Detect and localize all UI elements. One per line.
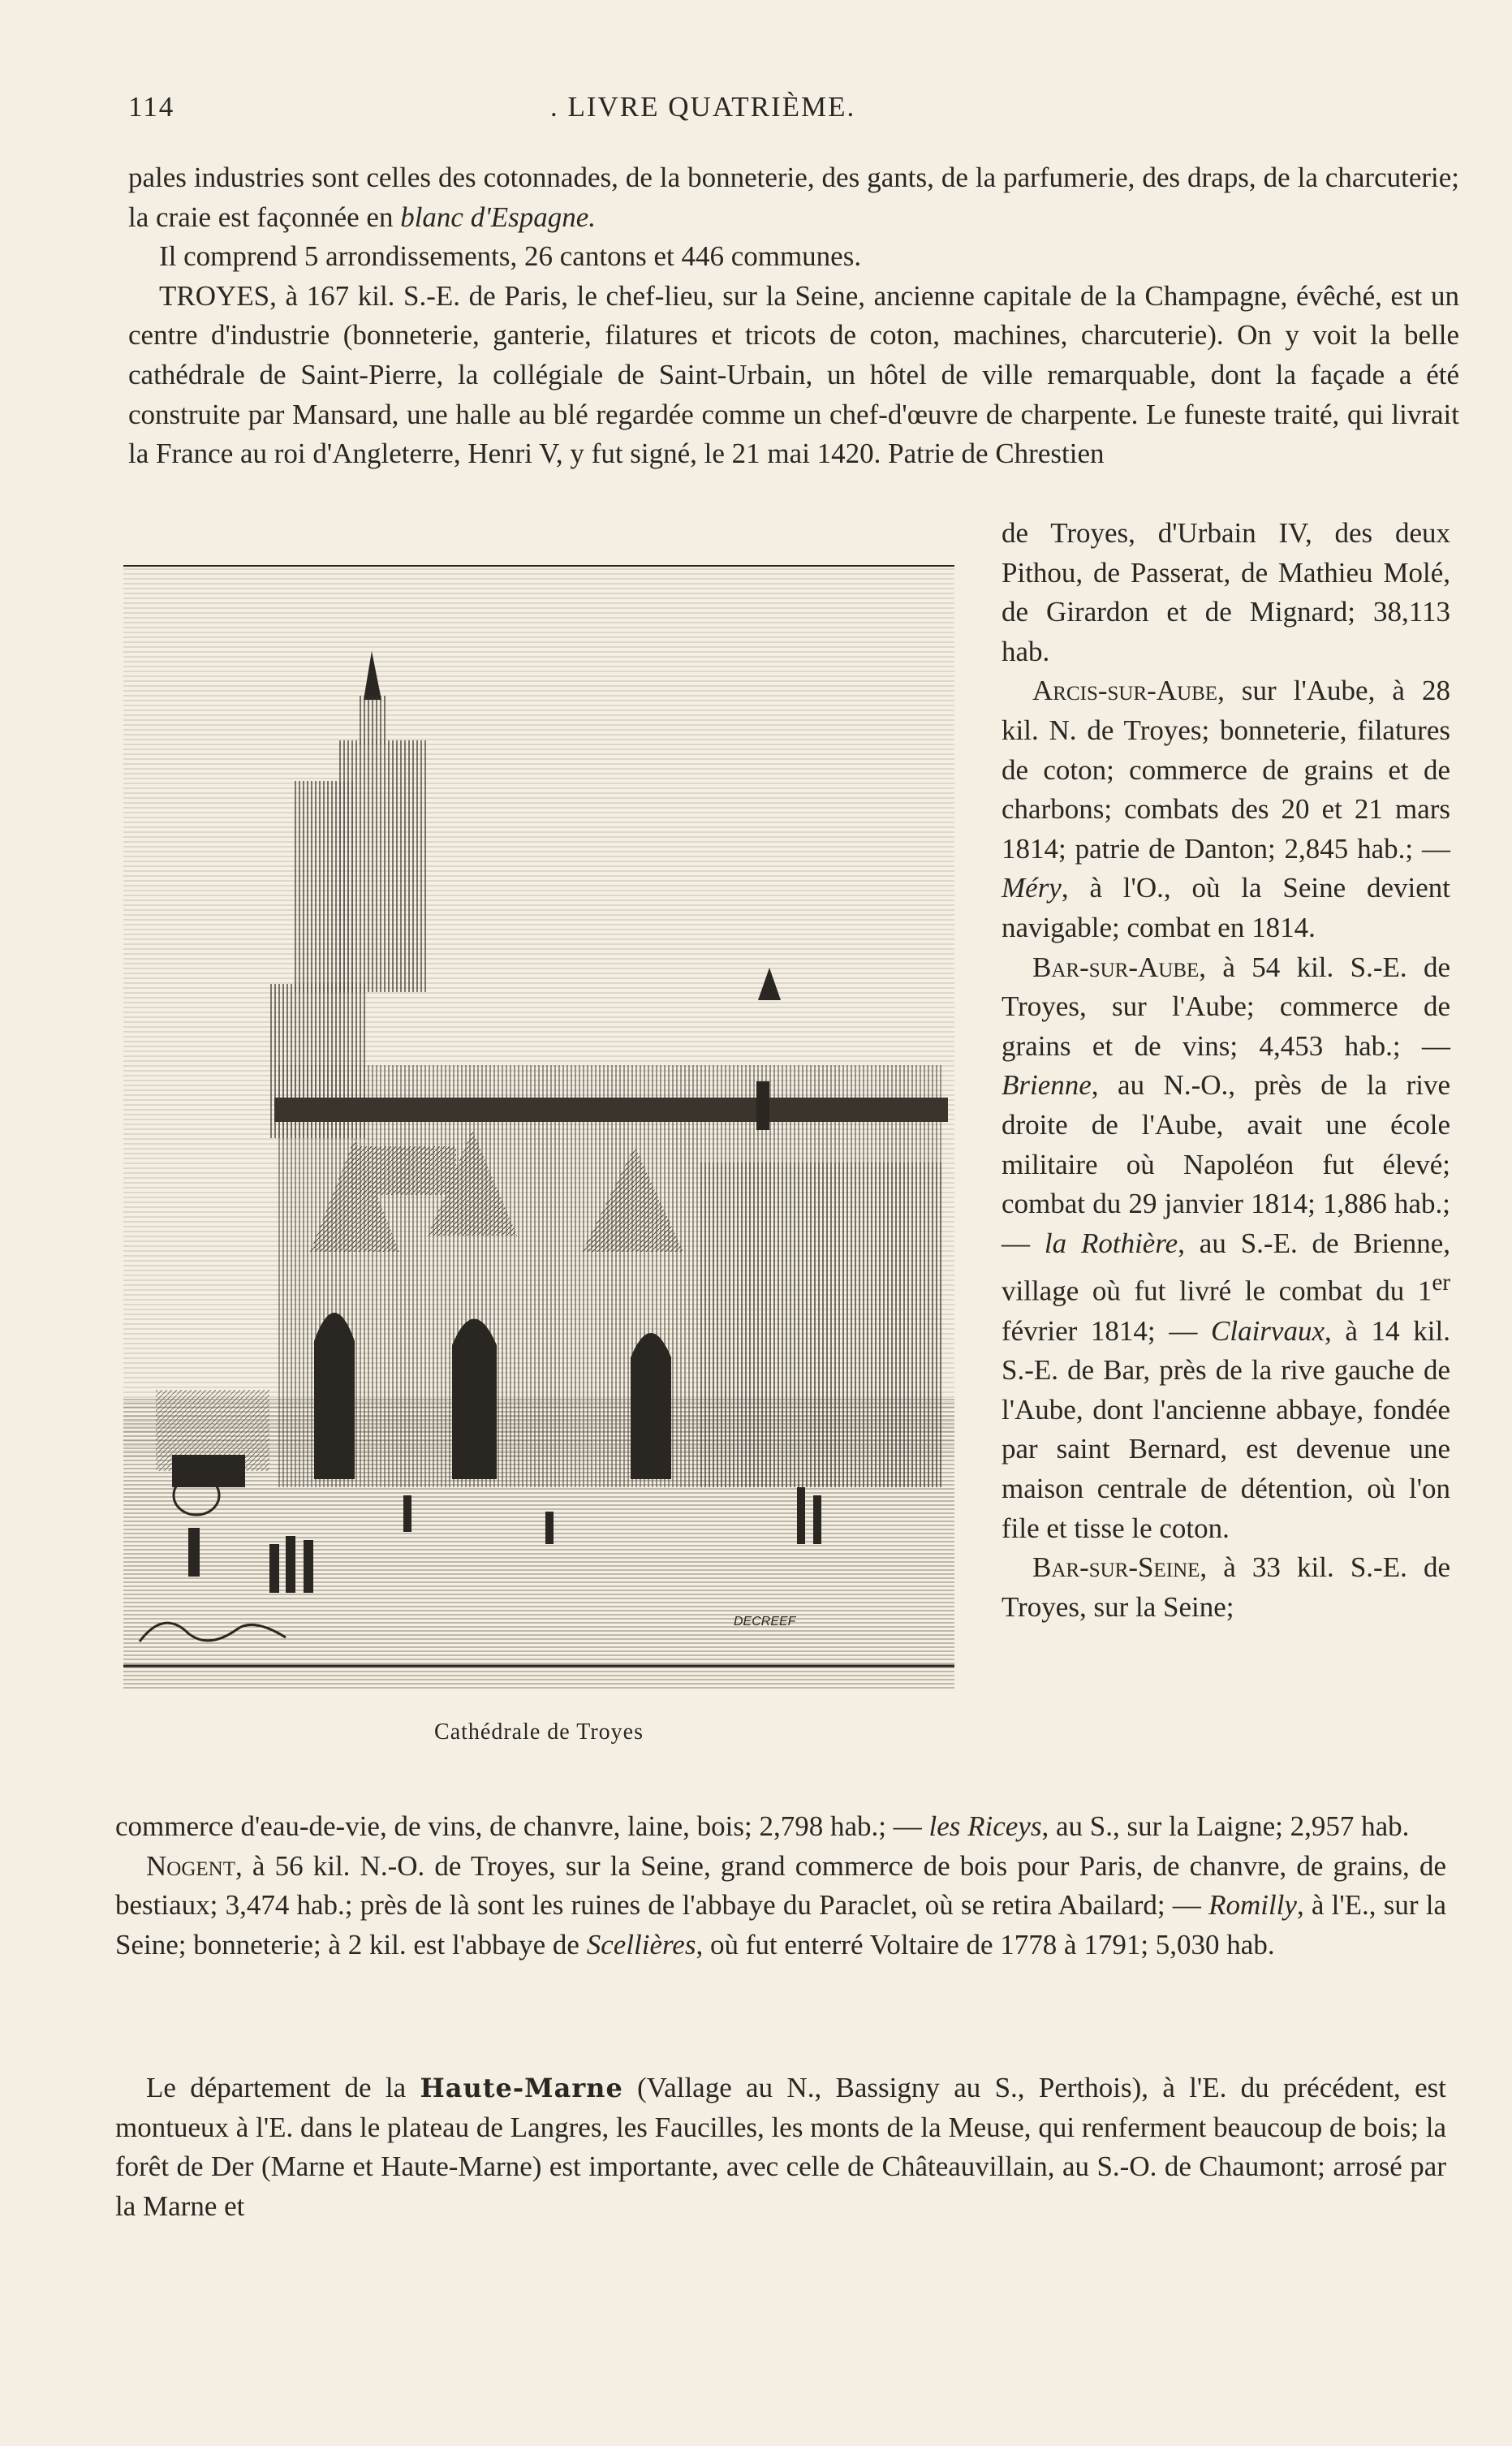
paragraph-nogent: Nogent, à 56 kil. N.-O. de Troyes, sur la Seine, grand commerce de bois pour Paris, de chanvre, de grains, de bestiaux; 3,474 hab.; près de là sont les ruines de l'abbaye du Paraclet, où se retira Abailard; — Romilly, à l'E., sur la Seine; bonneterie; à 2 kil. est l'abbaye de Scellières, où fut enterré Voltaire de 1778 à 1791; 5,030 hab. bbox=[115, 1849, 1446, 1961]
paragraph-haute-marne: Le département de la Haute-Marne (Vallage au N., Bassigny au S., Perthois), à l'E. du précédent, est montueux à l'E. dans le plateau de Langres, les Faucilles, les monts de la Meuse, qui renferment beaucoup de bois; la forêt de Der (Marne et Haute-Marne) est importante, avec celle de Châteauvillain, au S.-O. de Chaumont; arrosé par la Marne et bbox=[115, 2072, 1446, 2222]
paragraph-bar-sur-seine: Bar-sur-Seine, à 33 kil. S.-E. de Troyes, sur la Seine; bbox=[1002, 1551, 1450, 1623]
running-title: . LIVRE QUATRIÈME. bbox=[550, 91, 856, 123]
paragraph-troyes-cont: de Troyes, d'Urbain IV, des deux Pithou, de Passerat, de Mathieu Molé, de Girardon et de Mignard; 38,113 hab. bbox=[1002, 517, 1450, 667]
top-text-block bbox=[128, 158, 1459, 474]
running-head bbox=[128, 91, 1459, 132]
bottom-text-block bbox=[115, 1807, 1446, 1965]
italic-blanc-espagne: blanc d'Espagne. bbox=[400, 201, 596, 233]
haute-marne-block bbox=[115, 2069, 1446, 2226]
page-number: 114 bbox=[128, 91, 175, 123]
paragraph-arcis: Arcis-sur-Aube, sur l'Aube, à 28 kil. N. de Troyes; bonneterie, filatures de coton; commerce de grains et de charbons; combats des 20 et 21 mars 1814; patrie de Danton; 2,845 hab.; — Méry, à l'O., où la Seine devient navigable; combat en 1814. bbox=[1002, 675, 1450, 943]
paragraph-bar-sur-seine-cont: commerce d'eau-de-vie, de vins, de chanvre, laine, bois; 2,798 hab.; — les Riceys, au S., sur la Laigne; 2,957 hab. bbox=[115, 1810, 1410, 1842]
paragraph-troyes: TROYES, à 167 kil. S.-E. de Paris, le chef-lieu, sur la Seine, ancienne capitale de la Champagne, évêché, est un centre d'industrie (bonneterie, ganterie, filatures et tricots de coton, machines, charcuterie). On y voit la belle cathédrale de Saint-Pierre, la collégiale de Saint-Urbain, un hôtel de ville remarquable, dont la façade a été construite par Mansard, une halle au blé regardée comme un chef-d'œuvre de charpente. Le funeste traité, qui livrait la France au roi d'Angleterre, Henri V, y fut signé, le 21 mai 1420. Patrie de Chrestien bbox=[128, 279, 1459, 470]
cathedral-engraving bbox=[123, 562, 954, 1694]
engraver-signature: DECREEF bbox=[734, 1615, 796, 1629]
figure-caption: Cathédrale de Troyes bbox=[434, 1719, 644, 1745]
right-column-text bbox=[1002, 514, 1450, 1627]
paragraph-arrondissements: Il comprend 5 arrondissements, 26 cantons et 446 communes. bbox=[159, 240, 862, 273]
paragraph-bar-sur-aube: Bar-sur-Aube, à 54 kil. S.-E. de Troyes, sur l'Aube; commerce de grains et de vins; 4,453 hab.; — Brienne, au N.-O., près de la rive droite de l'Aube, avait une école militaire où Napoléon fut élevé; combat du 29 janvier 1814; 1,886 hab.; — la Rothière, au S.-E. de Brienne, village où fut livré le combat du 1er février 1814; — Clairvaux, à 14 kil. S.-E. de Bar, près de la rive gauche de l'Aube, dont l'ancienne abbaye, fondée par saint Bernard, est devenue une maison centrale de détention, où l'on file et tisse le coton. bbox=[1002, 951, 1451, 1544]
paragraph-industries: pales industries sont celles des cotonnades, de la bonneterie, des gants, de la parfumerie, des draps, de la charcuterie; la craie est façonnée en blanc d'Espagne. bbox=[128, 162, 1459, 233]
